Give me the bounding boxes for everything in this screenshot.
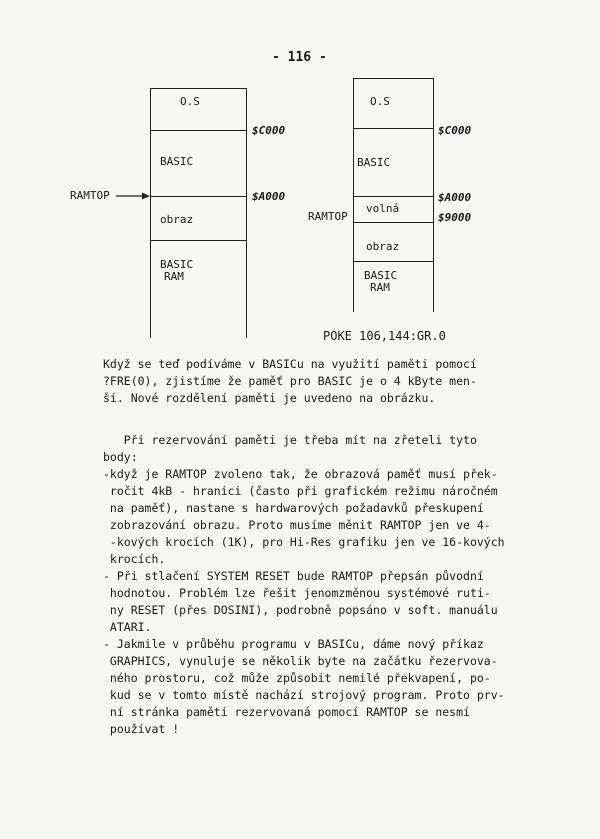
text-line: ny RESET (přes DOSINI), podrobně popsáno v soft. manuálu bbox=[103, 603, 498, 617]
memory-right-edge bbox=[246, 88, 247, 338]
region-basic-ram-line1: BASIC bbox=[160, 258, 194, 271]
region-os: O.S bbox=[180, 95, 200, 108]
boundary-obraz bbox=[150, 240, 246, 241]
text-line: ní stránka paměti rezervovaná pomocí RAMTOP se nesmí bbox=[103, 705, 470, 719]
text-line: body: bbox=[103, 450, 138, 464]
text-line: GRAPHICS, vynuluje se několik byte na začátku řezervova- bbox=[103, 654, 498, 668]
ramtop-label: RAMTOP bbox=[70, 189, 110, 202]
boundary-a000 bbox=[353, 196, 433, 197]
address-c000: $C000 bbox=[438, 124, 472, 137]
region-basic-ram-line1: BASIC bbox=[364, 269, 398, 282]
boundary-a000 bbox=[150, 196, 246, 197]
memory-left-edge bbox=[353, 78, 354, 312]
region-basic-ram-line2: RAM bbox=[370, 281, 390, 294]
boundary-c000 bbox=[150, 130, 246, 131]
region-volna: volná bbox=[366, 202, 400, 215]
address-a000: $A000 bbox=[438, 191, 472, 204]
page-number: - 116 - bbox=[272, 50, 327, 65]
text-line: Když se teď podíváme v BASICu na využití paměti pomocí bbox=[103, 357, 477, 371]
memory-left-edge bbox=[150, 88, 151, 338]
text-line: ročit 4kB - hranici (často při grafickém režimu náročném bbox=[103, 484, 498, 498]
poke-command: POKE 106,144:GR.0 bbox=[323, 329, 446, 343]
boundary-9000 bbox=[353, 222, 433, 223]
boundary-obraz bbox=[353, 261, 433, 262]
address-c000: $C000 bbox=[252, 124, 286, 137]
text-line: ?FRE(0), zjistíme že paměť pro BASIC je o 4 kByte men- bbox=[103, 374, 477, 388]
text-line: ATARI. bbox=[103, 620, 152, 634]
memory-top-edge bbox=[353, 78, 433, 79]
text-line: -kových krocích (1K), pro Hi-Res grafiku jen ve 16-kových bbox=[103, 535, 505, 549]
ramtop-arrow-icon bbox=[114, 190, 152, 202]
text-line: krocích. bbox=[103, 552, 166, 566]
text-line: Při rezervování paměti je třeba mít na zřeteli tyto bbox=[103, 433, 477, 447]
boundary-c000 bbox=[353, 128, 433, 129]
text-line: ného prostoru, což může způsobit nemilé překvapení, po- bbox=[103, 671, 491, 685]
text-line: kud se v tomto místě nachází strojový program. Proto prv- bbox=[103, 688, 505, 702]
region-basic: BASIC bbox=[357, 156, 391, 169]
region-os: O.S bbox=[370, 95, 390, 108]
region-obraz: obraz bbox=[366, 240, 400, 253]
memory-top-edge bbox=[150, 88, 246, 89]
text-line: hodnotou. Problém lze řešit jenomzměnou systémové ruti- bbox=[103, 586, 491, 600]
region-basic-ram-line2: RAM bbox=[164, 270, 184, 283]
address-a000: $A000 bbox=[252, 190, 286, 203]
text-line: - Při stlačení SYSTEM RESET bude RAMTOP přepsán původní bbox=[103, 569, 484, 583]
text-line: zobrazování obrazu. Proto musíme měnit RAMTOP jen ve 4- bbox=[103, 518, 491, 532]
text-line: - Jakmile v průběhu programu v BASICu, dáme nový příkaz bbox=[103, 637, 484, 651]
memory-right-edge bbox=[433, 78, 434, 312]
address-9000: $9000 bbox=[438, 211, 472, 224]
ramtop-label: RAMTOP bbox=[308, 210, 348, 223]
region-basic: BASIC bbox=[160, 155, 194, 168]
text-line: používat ! bbox=[103, 722, 180, 736]
text-line: ší. Nové rozdělení paměti je uvedeno na obrázku. bbox=[103, 391, 436, 405]
text-line: -když je RAMTOP zvoleno tak, že obrazová paměť musí přek- bbox=[103, 467, 498, 481]
text-line: na paměť), nastane s hardwarových požadavků přeskupení bbox=[103, 501, 484, 515]
region-obraz: obraz bbox=[160, 213, 194, 226]
